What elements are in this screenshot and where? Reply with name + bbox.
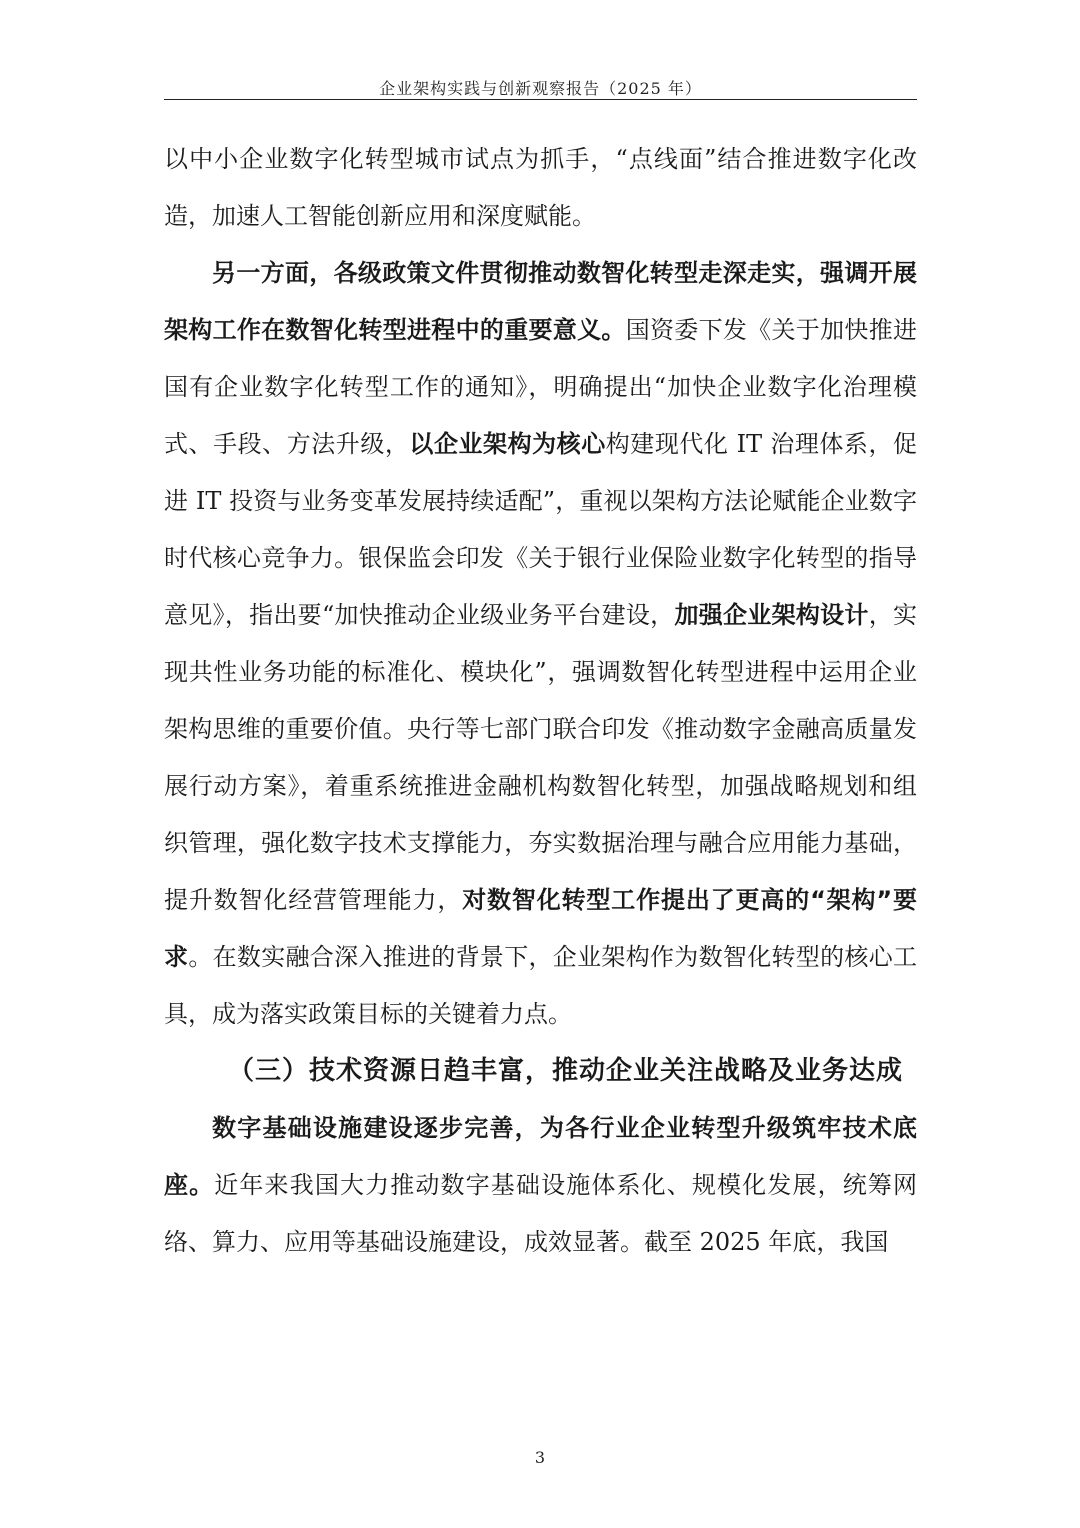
header-rule	[164, 99, 917, 100]
bold-lead-sentence: 数字基础设施建设逐步完善，为各行业企业转型升级筑牢技术底座。	[164, 1114, 917, 1199]
document-body	[164, 131, 917, 1271]
section-heading: （三）技术资源日趋丰富，推动企业关注战略及业务达成	[228, 1056, 904, 1086]
bold-phrase: 以企业架构为核心	[409, 430, 606, 458]
page-number: 3	[534, 1448, 546, 1467]
bold-phrase: 加强企业架构设计	[674, 601, 869, 629]
running-header: 企业架构实践与创新观察报告（2025 年）	[379, 79, 702, 98]
paragraph-text: 。在数实融合深入推进的背景下，企业架构作为数智化转型的核心工具，成为落实政策目标的关键着力点。	[164, 943, 918, 1028]
bold-lead-sentence: 另一方面，各级政策文件贯彻推动数智化转型走深走实，强调开展架构工作在数智化转型进程中的重要意义。	[164, 259, 917, 344]
paragraph-policy	[164, 245, 917, 1043]
paragraph-text: 近年来我国大力推动数字基础设施体系化、规模化发展，统筹网络、算力、应用等基础设施建设，成效显著。截至 2025 年底，我国	[164, 1171, 918, 1256]
paragraph-text: 构建现代化 IT 治理体系，促进 IT 投资与业务变革发展持续适配”，重视以架构方法论赋能企业数字时代核心竞争力。银保监会印发《关于银行业保险业数字化转型的指导意见》，指出要“加快推动企业级业务平台建设，	[164, 430, 918, 629]
paragraph-text: 国资委下发《关于加快推进国有企业数字化转型工作的通知》，明确提出“加快企业数字化治理模式、手段、方法升级，	[164, 316, 918, 458]
bold-phrase: 对数智化转型工作提出了更高的“架构”要求	[164, 886, 918, 971]
paragraph-text: 以中小企业数字化转型城市试点为抓手，“点线面”结合推进数字化改造，加速人工智能创新应用和深度赋能。	[164, 145, 917, 230]
paragraph-text: ，实现共性业务功能的标准化、模块化”，强调数智化转型进程中运用企业架构思维的重要价值。央行等七部门联合印发《推动数字金融高质量发展行动方案》，着重系统推进金融机构数智化转型，加强战略规划和组织管理，强化数字技术支撑能力，夯实数据治理与融合应用能力基础，提升数智化经营管理能力，	[164, 601, 917, 914]
paragraph-infrastructure	[164, 1100, 917, 1271]
paragraph-continuation	[164, 131, 917, 245]
